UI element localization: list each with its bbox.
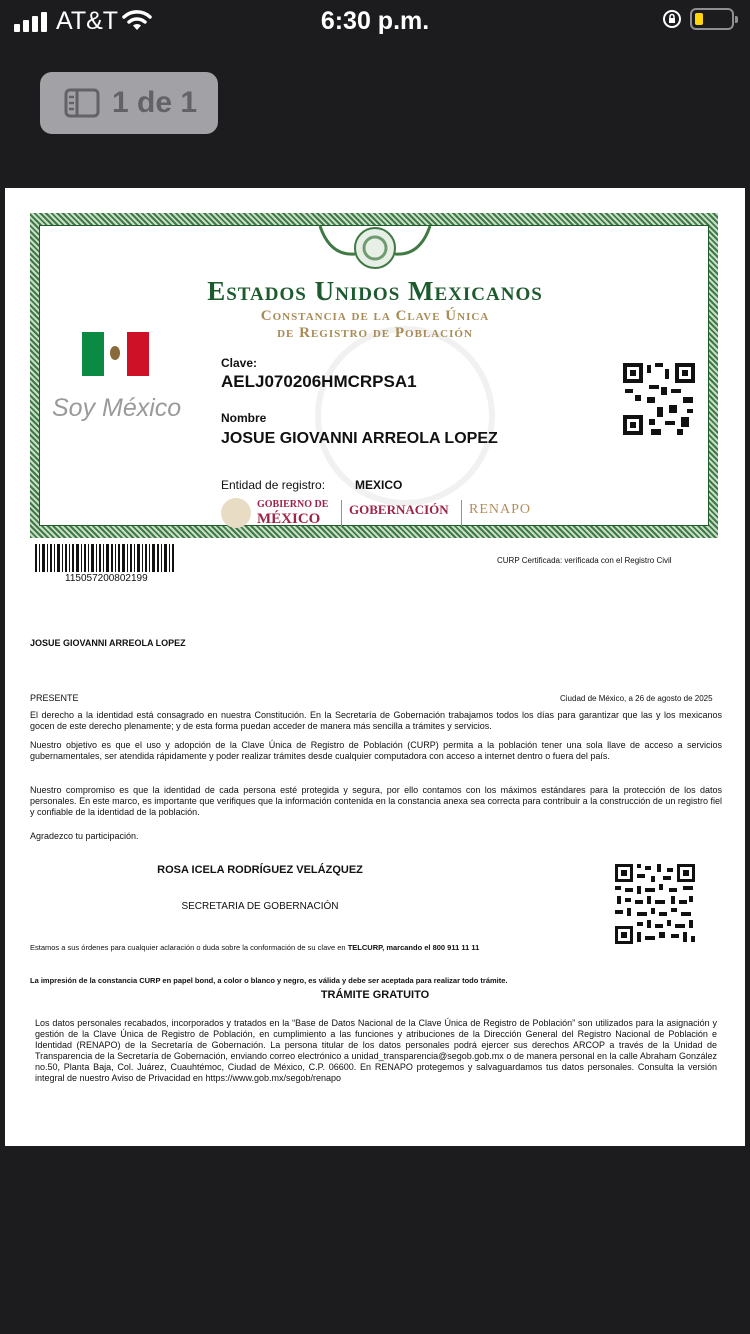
contact-line bbox=[30, 943, 479, 952]
signer-title: SECRETARIA DE GOBERNACIÓN bbox=[181, 901, 339, 912]
letter-presente: PRESENTE bbox=[30, 693, 79, 703]
clave-value: AELJ070206HMCRPSA1 bbox=[221, 372, 417, 391]
watermark-seal-icon bbox=[315, 326, 495, 506]
entidad-value: MEXICO bbox=[355, 478, 403, 492]
government-seal-icon bbox=[221, 498, 251, 528]
letter-paragraph-2: Nuestro objetivo es que el uso y adopción de la Clave Única de Registro de Población (CURP) permita a la población tener una sola llave de acceso a servicios gubernamentales, ser atendida rápidamente y poder realizar trámites desde cualquier computadora con acceso a internet dentro o fuera del país. bbox=[30, 740, 722, 761]
curp-certified-note: CURP Certificada: verificada con el Registro Civil bbox=[497, 556, 672, 565]
certificate-body bbox=[39, 225, 709, 526]
certificate-subtitle-2: de Registro de Población bbox=[277, 325, 473, 341]
impresion-notice: La impresión de la constancia CURP en papel bond, a color o blanco y negro, es válida y debe ser aceptada para realizar todo trámite. bbox=[30, 976, 508, 985]
status-bar bbox=[0, 0, 750, 44]
letter-paragraph-1: El derecho a la identidad está consagrado en nuestra Constitución. En la Secretaría de Gobernación trabajamos todos los días para garantizar que las y los mexicanos gocen de este derecho plenamente; y de esta forma puedan acceder de manera más sencilla a trámites y servicios. bbox=[30, 710, 722, 731]
privacy-notice: Los datos personales recabados, incorporados y tratados en la “Base de Datos Nacional de la Clave Única de Registro de Población” son utilizados para la asignación y gestión de la Clave Única de Registro de Población, en cumplimiento a las funciones y atribuciones de la Dirección General del Registro Nacional de Población e Identidad (RENAPO) de la Secretaría de Gobernación. La persona titular de los datos personales podrá ejercer sus derechos ARCOP a través de la Unidad de Transparencia de la Secretaría de Gobernación, enviando correo electrónico a unidad_transparencia@segob.gob.mx o de manera personal en la calle Abraham González no.50, Planta Baja, Col. Juárez, Cuauhtémoc, Ciudad de México, C.P. 06600. En RENAPO protegemos y salvaguardamos tus datos personales. Consulta la versión integral de nuestro Aviso de Privacidad en https://www.gob.mx/segob/renapo bbox=[35, 1018, 717, 1083]
document-page bbox=[5, 188, 745, 1146]
letter-thanks: Agradezco tu participación. bbox=[30, 831, 139, 841]
signer-name: ROSA ICELA RODRÍGUEZ VELÁZQUEZ bbox=[157, 864, 363, 876]
carrier-name: AT&T bbox=[56, 7, 119, 35]
contact-phone: TELCURP, marcando el 800 911 11 11 bbox=[347, 943, 480, 952]
logo-renapo: RENAPO bbox=[469, 502, 532, 517]
logo-mexico: MÉXICO bbox=[257, 511, 321, 527]
curp-certificate bbox=[30, 213, 718, 538]
barcode-number: 115057200802199 bbox=[65, 573, 148, 584]
certificate-subtitle-1: Constancia de la Clave Única bbox=[260, 308, 490, 324]
eagle-crest-icon bbox=[310, 226, 440, 276]
logo-gobernacion: GOBERNACIÓN bbox=[349, 502, 449, 517]
entidad-label: Entidad de registro: bbox=[221, 478, 326, 492]
slogan: Soy México bbox=[52, 394, 182, 422]
logo-gobierno-de: GOBIERNO DE bbox=[257, 499, 329, 510]
tramite-gratuito: TRÁMITE GRATUITO bbox=[320, 989, 430, 1001]
nombre-value: JOSUE GIOVANNI ARREOLA LOPEZ bbox=[221, 430, 498, 447]
letter-recipient: JOSUE GIOVANNI ARREOLA LOPEZ bbox=[30, 638, 186, 648]
mexican-flag-icon bbox=[82, 332, 149, 376]
letter-paragraph-3: Nuestro compromiso es que la identidad de cada persona esté protegida y segura, por ello contamos con los máximos estándares para la protección de los datos personales. En este marco, es importante que verifiques que la información contenida en la constancia anexa sea correcta para contribuir a la construcción de un registro fiel y confiable de la identidad de la población. bbox=[30, 785, 722, 817]
sidebar-icon bbox=[64, 88, 100, 118]
battery-icon bbox=[690, 8, 734, 30]
nombre-label: Nombre bbox=[221, 411, 267, 425]
certificate-title: Estados Unidos Mexicanos bbox=[207, 276, 543, 306]
barcode-icon bbox=[35, 544, 175, 572]
contact-text: Estamos a sus órdenes para cualquier aclaración o duda sobre la conformación de su clave en bbox=[30, 943, 346, 952]
signature-qr-code-icon bbox=[613, 862, 697, 946]
letter-date: Ciudad de México, a 26 de agosto de 2025 bbox=[560, 694, 713, 703]
rotation-lock-icon bbox=[662, 9, 682, 29]
qr-code-icon bbox=[621, 361, 697, 437]
page-indicator[interactable] bbox=[40, 72, 218, 134]
clave-label: Clave: bbox=[221, 356, 258, 370]
page-indicator-label: 1 de 1 bbox=[112, 86, 198, 119]
government-logos bbox=[221, 496, 551, 532]
clock: 6:30 p.m. bbox=[320, 7, 430, 35]
